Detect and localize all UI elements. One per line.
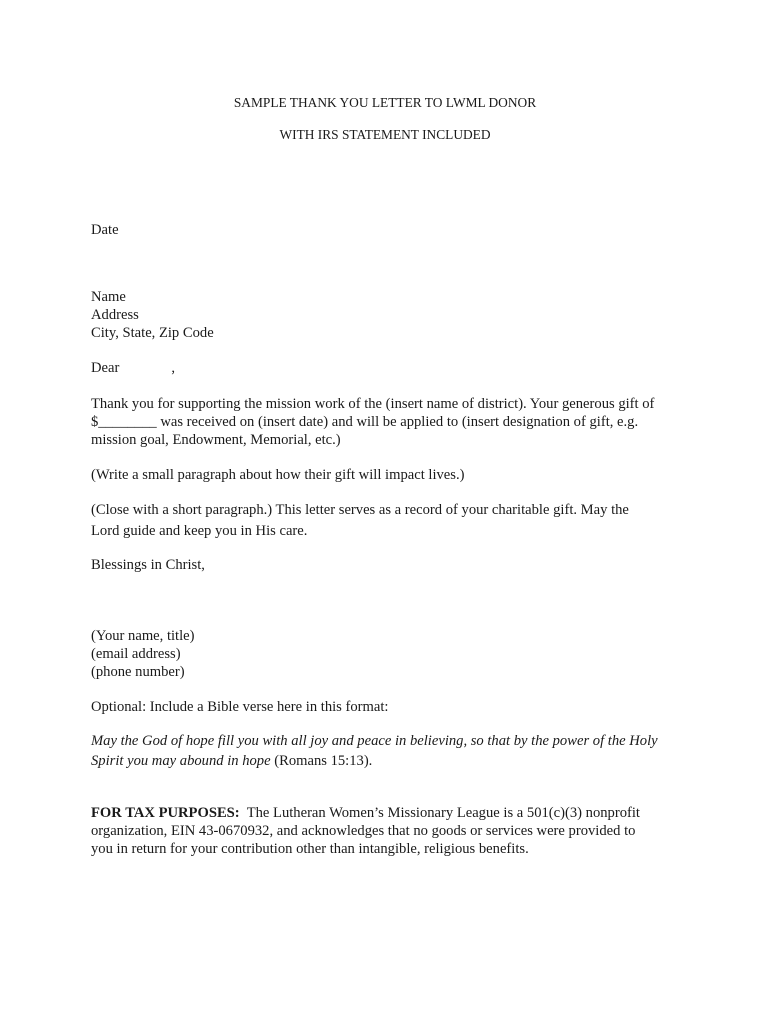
body-paragraph-3-line-2: Lord guide and keep you in His care.	[91, 523, 308, 539]
recipient-block	[91, 288, 691, 342]
signature-name-title: (Your name, title)	[91, 628, 195, 644]
recipient-address: Address	[91, 307, 139, 323]
body-paragraph-2: (Write a small paragraph about how their gift will impact lives.)	[91, 467, 465, 483]
signature-phone: (phone number)	[91, 664, 185, 680]
tax-statement	[91, 804, 691, 858]
bible-verse-line-1: May the God of hope fill you with all joy and peace in believing, so that by the power of the Holy	[91, 733, 658, 749]
signature-block	[91, 627, 691, 681]
body-paragraph-3	[91, 500, 691, 542]
bible-verse-reference: (Romans 15:13).	[270, 753, 373, 769]
bible-verse	[91, 731, 691, 771]
letter-heading-title: SAMPLE THANK YOU LETTER TO LWML DONOR	[233, 95, 537, 110]
tax-statement-line-3: you in return for your contribution other than intangible, religious benefits.	[91, 841, 529, 857]
bible-verse-line-2-text: Spirit you may abound in hope	[91, 753, 271, 769]
optional-verse-note: Optional: Include a Bible verse here in this format:	[91, 699, 389, 715]
tax-statement-line-1-text: The Lutheran Women’s Missionary League is a 501(c)(3) nonprofit	[239, 805, 640, 821]
tax-statement-line-1	[91, 804, 691, 822]
signature-email: (email address)	[91, 646, 181, 662]
recipient-city-state-zip: City, State, Zip Code	[91, 325, 214, 341]
salutation-word: Dear	[91, 360, 120, 376]
closing-line: Blessings in Christ,	[91, 557, 205, 573]
tax-statement-line-2: organization, EIN 43-0670932, and acknowledges that no goods or services were provided to	[91, 823, 636, 839]
body-paragraph-1-line-1: Thank you for supporting the mission work of the (insert name of district). Your generous gift of	[91, 396, 655, 412]
date-placeholder: Date	[91, 222, 119, 238]
salutation-comma: ,	[171, 360, 176, 376]
body-paragraph-1-line-3: mission goal, Endowment, Memorial, etc.)	[91, 432, 341, 448]
letter-heading-subtitle: WITH IRS STATEMENT INCLUDED	[279, 127, 491, 142]
bible-verse-line-2	[91, 751, 691, 771]
recipient-name: Name	[91, 289, 126, 305]
body-paragraph-1-line-2: $________ was received on (insert date) and will be applied to (insert designation of gift, e.g.	[91, 414, 639, 430]
tax-statement-label: FOR TAX PURPOSES:	[91, 805, 240, 821]
body-paragraph-3-line-1: (Close with a short paragraph.) This letter serves as a record of your charitable gift. May the	[91, 502, 629, 518]
body-paragraph-1	[91, 395, 691, 449]
salutation	[91, 359, 175, 377]
